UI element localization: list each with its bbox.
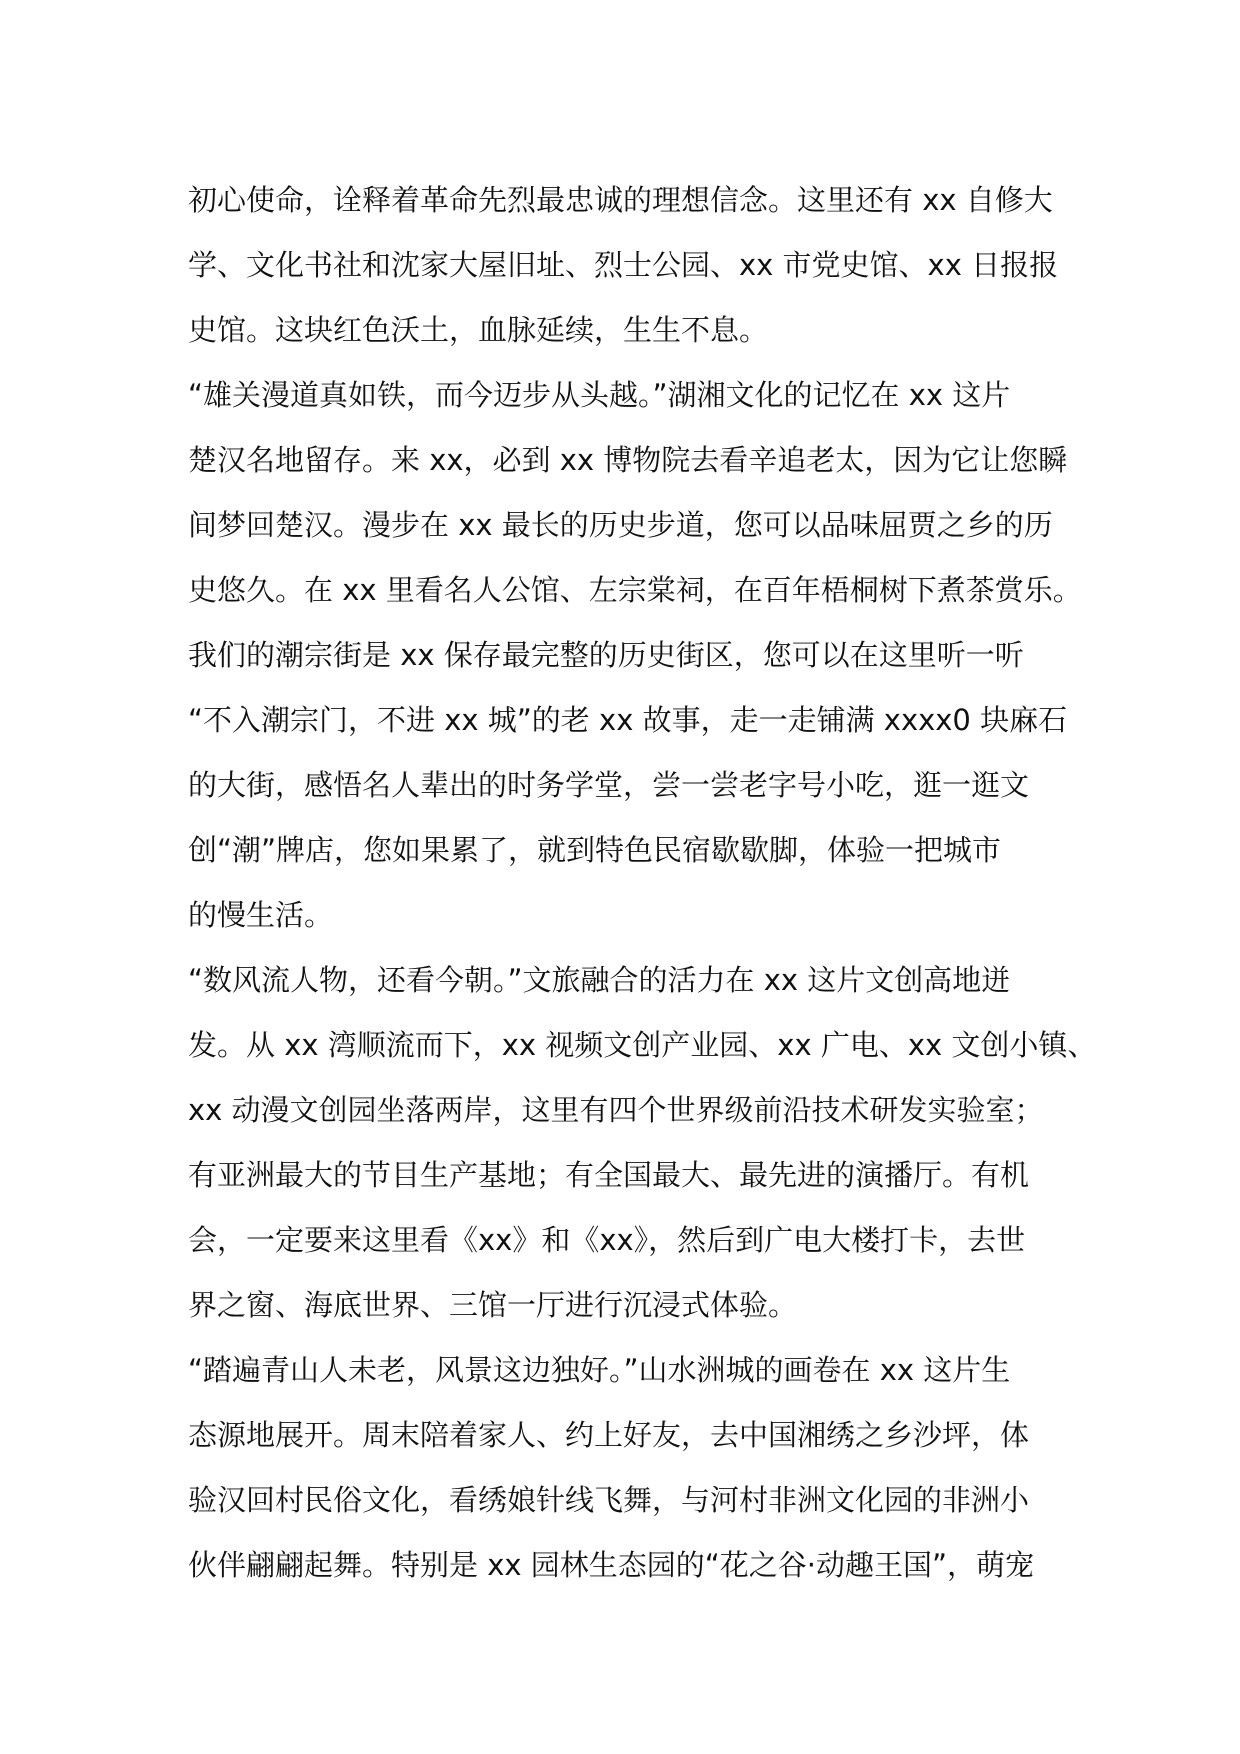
- text-line: 史悠久。在 xx 里看名人公馆、左宗棠祠，在百年梧桐树下煮茶赏乐。: [188, 573, 1082, 607]
- text-line: 史馆。这块红色沃土，血脉延续，生生不息。: [188, 313, 769, 347]
- text-line: 的大街，感悟名人辈出的时务学堂，尝一尝老字号小吃，逛一逛文: [188, 768, 1030, 802]
- text-line: 初心使命，诠释着革命先烈最忠诚的理想信念。这里还有 xx 自修大: [188, 183, 1053, 217]
- text-line: 伙伴翩翩起舞。特别是 xx 园林生态园的“花之谷·动趣王国”，萌宠: [188, 1548, 1035, 1582]
- text-line: 有亚洲最大的节目生产基地；有全国最大、最先进的演播厅。有机: [188, 1158, 1030, 1192]
- text-line: 会，一定要来这里看《xx》和《xx》，然后到广电大楼打卡，去世: [188, 1223, 1026, 1257]
- text-line: “数风流人物，还看今朝。”文旅融合的活力在 xx 这片文创高地迸: [188, 963, 1011, 997]
- text-line: “不入潮宗门，不进 xx 城”的老 xx 故事，走一走铺满 xxxx0 块麻石: [188, 703, 1068, 737]
- text-line: “踏遍青山人未老，风景这边独好。”山水洲城的画卷在 xx 这片生: [188, 1353, 1011, 1387]
- text-line: 态源地展开。周末陪着家人、约上好友，去中国湘绣之乡沙坪，体: [188, 1418, 1030, 1452]
- body-text: [188, 168, 1097, 1598]
- text-line: 创“潮”牌店，您如果累了，就到特色民宿歇歇脚，体验一把城市: [188, 833, 1002, 867]
- text-line: “雄关漫道真如铁，而今迈步从头越。”湖湘文化的记忆在 xx 这片: [188, 378, 1011, 412]
- text-line: 间梦回楚汉。漫步在 xx 最长的历史步道，您可以品味屈贾之乡的历: [188, 508, 1053, 542]
- text-line: 发。从 xx 湾顺流而下，xx 视频文创产业园、xx 广电、xx 文创小镇、: [188, 1028, 1097, 1062]
- text-line: 验汉回村民俗文化，看绣娘针线飞舞，与河村非洲文化园的非洲小: [188, 1483, 1030, 1517]
- text-line: 的慢生活。: [188, 898, 334, 932]
- text-line: 楚汉名地留存。来 xx，必到 xx 博物院去看辛追老太，因为它让您瞬: [188, 443, 1068, 477]
- text-line: 学、文化书社和沈家大屋旧址、烈士公园、xx 市党史馆、xx 日报报: [188, 248, 1059, 282]
- text-line: 界之窗、海底世界、三馆一厅进行沉浸式体验。: [188, 1288, 798, 1322]
- text-line: 我们的潮宗街是 xx 保存最完整的历史街区，您可以在这里听一听: [188, 638, 1024, 672]
- text-line: xx 动漫文创园坐落两岸，这里有四个世界级前沿技术研发实验室；: [188, 1093, 1044, 1127]
